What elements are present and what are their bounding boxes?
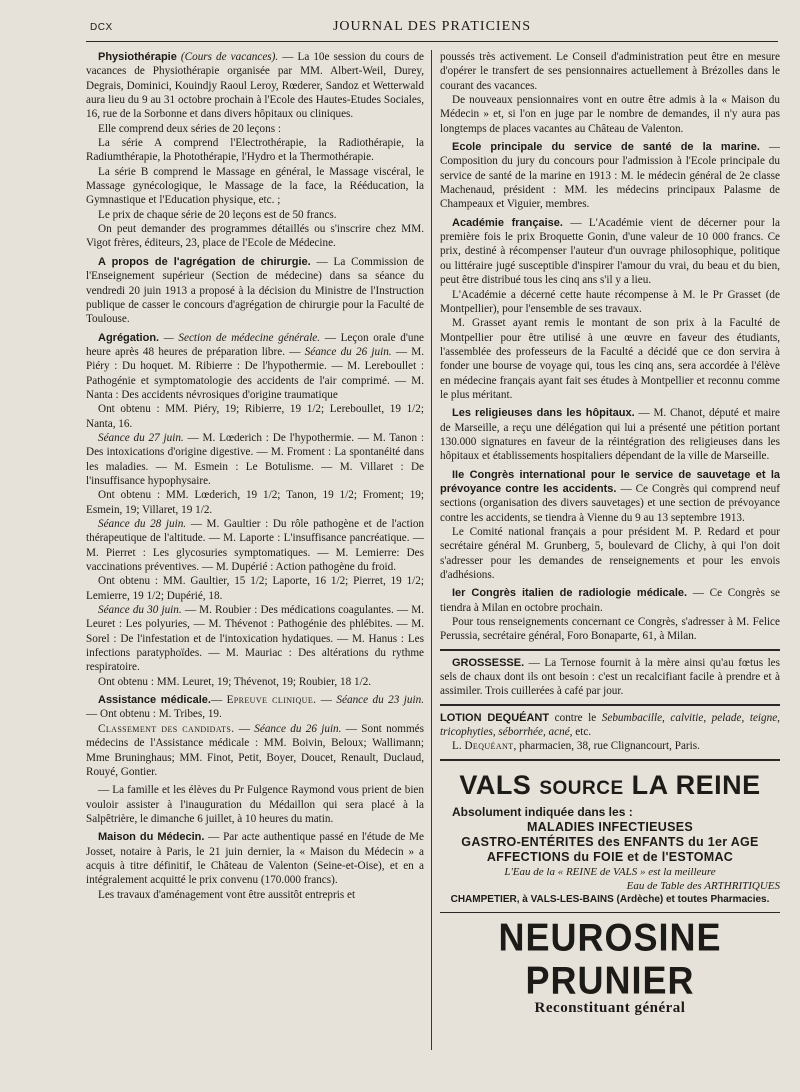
grossesse-ad: GROSSESSE. — La Ternose fournit à la mère ainsi qu'au fœtus les sels de chaux dont ils ont besoin : c'est un recalcifiant facile à prendre et à assimiler. Trois cuillerées à café par jour. [440,656,780,698]
physio-subheading: (Cours de vacances). [180,51,279,63]
results-paragraph: Ont obtenu : MM. Gaultier, 15 1/2; Laporte, 16 1/2; Pierret, 19 1/2; Lemierre, 19 1/2; Dupérié, 18. [86,575,424,602]
results-paragraph: Ont obtenu : MM. Leuret, 19; Thévenot, 19; Roubier, 18 1/2. [98,675,372,688]
results-paragraph: Ont obtenu : MM. Lœderich, 19 1/2; Tanon, 19 1/2; Froment; 19; Esmein, 19; Villaret, 19 1/2. [86,489,424,516]
maison-continuation: poussés très activement. Le Conseil d'administration peut être en mesure d'opérer le transfert de ses pensionnaires actuellement à Brézolles dans le courant des vacances. [440,51,780,92]
results-paragraph: Ont obtenu : MM. Piéry, 19; Ribierre, 19 1/2; Lereboullet, 19 1/2; Nanta, 16. [86,403,424,430]
left-column [86,50,424,1086]
maison-paragraph: De nouveaux pensionnaires vont en outre être admis à la « Maison du Médecin » et, si l'on en juge par le nombre de demandes, il n'y aura pas longtemps de places vacantes au Château de Valenton. [440,94,780,135]
session-paragraph: Séance du 30 juin. — M. Roubier : Des médications coagulantes. — M. Leuret : Les polyuries, — M. Thévenot : Pathogénie des phlébites. — M. Sorel : De l'infestation et de l'intoxication hydatiques. — M. Hanus : Les infections paratyphoïdes. — M. Mauriac : Des altérations du rythme respiratoire. [86,604,424,674]
academie-paragraph: M. Grasset ayant remis le montant de son prix à la Faculté de Montpellier pour être utilisé à une œuvre en faveur des étudiants, l'assemblée des professeurs de la Faculté a décidé que ce don servira à fonder une bourse de voyage qui, tous les cinq ans, sera accordée à l'élève en médecine français ayant fait ses études à Montpellier et reconnu comme le plus méritant. [440,317,780,401]
grossesse-heading: GROSSESSE. [452,656,525,669]
vals-subtitle: Absolument indiquée dans les : [452,804,633,819]
page-header [86,16,778,42]
agregation-heading: Agrégation. [98,331,160,344]
congres-paragraph: Le Comité national français a pour président M. P. Redard et pour secrétaire général M. Grunberg, 5, boulevard de Clichy, à qui l'on doit s'adresser pour les demandes de renseignements et pour les envois d'adhésions. [440,526,780,582]
raymond-notice: — La famille et les élèves du Pr Fulgence Raymond vous prient de bien vouloir assister à l'inauguration du Médaillon qui sera placé à la Salpêtrière, le dimanche 6 juillet, à 10 heures du matin. [86,784,424,825]
ad-separator [440,759,780,761]
congres-radiologie-article: Ier Congrès italien de radiologie médicale. — Ce Congrès se tiendra à Milan en octobre prochain. [440,587,780,614]
vals-line: L'Eau de la « REINE de VALS » est la meilleure [504,865,716,878]
physio-paragraph: La série A comprend l'Electrothérapie, la Radiothérapie, la Radiumthérapie, la Photothérapie, l'Hydro et la Thermothérapie. [86,137,424,164]
agregation-article: Agrégation. — Section de médecine générale. — Leçon orale d'une heure après 48 heures de préparation libre. — Séance du 26 juin. — M. Piéry : Du hoquet. M. Ribierre : De l'hypothermie. — M. Lereboullet : Pathogénie et symptomatologie des accidents de l'air comprimé. — M. Nanta : Des accidents névrosiques d'origine traumatique [86,331,424,401]
ecole-heading: Ecole principale du service de santé de la marine. [452,141,760,154]
religieuses-heading: Les religieuses dans les hôpitaux. [452,407,635,420]
congres-radiologie-heading: Ier Congrès italien de radiologie médicale. [452,587,688,600]
physio-article: Physiothérapie (Cours de vacances). — La 10e session du cours de vacances de Physiothérapie organisée par MM. Albert-Weil, Durey, Degrais, Dominici, Kouindjy Raoul Leroy, Rœderer, Sandoz et Wetterwald aura lieu du 9 au 31 octobre prochain à l'Ecole des Hautes-Etudes Sociales, 16, rue de la Sorbonne et dans divers hôpitaux ou cliniques. [86,51,424,121]
academie-paragraph: L'Académie a décerné cette haute récompense à M. le Pr Grasset (de Montpellier), pour l'ensemble de ses travaux. [440,288,780,315]
journal-title: JOURNAL DES PRATICIENS [332,19,532,34]
vals-footer: CHAMPETIER, à VALS-LES-BAINS (Ardèche) et toutes Pharmacies. [450,893,770,905]
ad-separator [440,704,780,706]
neurosine-subtitle: Reconstituant général [534,999,686,1016]
lotion-ad: LOTION DEQUÉANT contre le Sebumbacille, calvitie, pelade, teigne, tricophyties, séborrhée, acné, etc. L. Dequéant, pharmacien, 38, rue Clignancourt, Paris. [440,711,780,753]
assistance-article: Assistance médicale.— Epreuve clinique. — Séance du 23 juin. — Ont obtenu : M. Tribes, 19. [86,694,424,721]
right-column [440,50,780,1086]
ad-separator [440,912,780,913]
maison-heading: Maison du Médecin. [98,831,205,844]
congres-sauvetage-article: IIe Congrès international pour le service de sauvetage et la prévoyance contre les accidents. — Ce Congrès qui comprend neuf sections (organisation des divers sauvetages) et une section de prévoyance contre les accidents, se tiendra à Vienne du 9 au 13 septembre 1913. [440,468,780,524]
page-folio: DCX [90,22,113,33]
vals-line: AFFECTIONS du FOIE et de l'ESTOMAC [486,849,734,864]
vals-line: GASTRO-ENTÉRITES des ENFANTS du 1er AGE [461,834,759,849]
academie-heading: Académie française. [452,216,563,229]
physio-paragraph: Le prix de chaque série de 20 leçons est de 50 francs. [98,208,337,221]
assistance-heading: Assistance médicale. [98,694,211,707]
maison-paragraph: Les travaux d'aménagement vont être aussitôt entrepris et [98,888,356,901]
congres-sauvetage-heading: IIe Congrès international pour le service de sauvetage et la prévoyance contre les accidents. [440,468,780,495]
lotion-heading: LOTION DEQUÉANT [440,711,550,724]
physio-heading: Physiothérapie [98,51,177,63]
ad-separator [440,649,780,651]
session-paragraph: Séance du 27 juin. — M. Lœderich : De l'hypothermie. — M. Tanon : Des intoxications d'origine digestive. — M. Froment : La spontanéité dans les maladies. — M. Esmein : Le Botulisme. — M. Villaret : De l'insuffisance hypophysaire. [86,431,424,487]
vals-title: VALS SOURCE LA REINE [459,769,761,800]
ecole-article: Ecole principale du service de santé de la marine. — Composition du jury du concours pour l'admission à l'Ecole principale du service de santé de la marine en 1913 : M. le médecin général de 2e classe Machenaud, président : MM. les médecins principaux Palasme de Champeaux et Viguier, membres. [440,141,780,211]
physio-paragraph: Elle comprend deux séries de 20 leçons : [98,122,281,135]
academie-article: Académie française. — L'Académie vient de décerner pour la première fois le prix Broquette Gonin, d'une valeur de 10 000 francs. Ce prix, destiné à récompenser l'auteur d'un ouvrage philosophique, politique ou littéraire jugé susceptible d'inspirer l'amour du vrai, du beau et du bien, peut être distribué tous les cinq ans s'il y a lieu. [440,216,780,287]
physio-paragraph: La série B comprend le Massage en général, le Massage viscéral, le Massage gynécologique, le Massage de la face, la Rééducation, la Gymnastique et l'Education physique, etc. ; [86,165,424,207]
agreg-chir-heading: A propos de l'agrégation de chirurgie. [98,255,311,268]
vals-line: Eau de Table des ARTHRITIQUES [626,879,780,892]
physio-paragraph: On peut demander des programmes détaillés ou s'inscrire chez MM. Vigot frères, éditeurs, 23, place de l'Ecole de Médecine. [86,223,424,250]
maison-article: Maison du Médecin. — Par acte authentique passé en l'étude de Me Josset, notaire à Paris, le 21 juin dernier, la « Maison du Médecin » a acquis à titre définitif, le Château de Valenton (Seine-et-Oise), et en a intégralement acquitté le prix convenu (170.000 francs). [86,831,424,887]
neurosine-title: NEUROSINE PRUNIER [498,914,722,1003]
column-divider [431,50,432,1050]
agreg-chir-article: A propos de l'agrégation de chirurgie. — La Commission de l'Enseignement supérieur (Section de médecine) dans sa séance du vendredi 20 juin 1913 a proposé à la décision du Ministre de l'Instruction publique de casser le concours d'agrégation de chirurgie pour la Faculté de Toulouse. [86,255,424,326]
religieuses-article: Les religieuses dans les hôpitaux. — M. Chanot, député et maire de Marseille, a reçu une délégation qui lui a présenté une pétition portant 130.000 signatures en faveur de la réintégration des religieuses dans les hôpitaux et établissements hospitaliers dépendant de la ville de Marseille. [440,407,780,463]
vals-line: MALADIES INFECTIEUSES [526,819,694,834]
congres-paragraph: Pour tous renseignements concernant ce Congrès, s'adresser à M. Felice Perussia, secrétaire général, Foro Bonaparte, 61, à Milan. [440,616,780,643]
assistance-classement: Classement des candidats. — Séance du 26 juin. — Sont nommés médecins de l'Assistance médicale : MM. Boivin, Beloux; Wallimann; Mme Bruninghaus; MM. Finot, Petit, Boyer, Doucet, Renault, Duclaud, Rouyé, Gontier. [86,722,424,778]
session-paragraph: Séance du 28 juin. — M. Gaultier : Du rôle pathogène et de l'action thérapeutique de l'altitude. — M. Laporte : L'insuffisance pancréatique. — M. Pierret : Les glycosuries symptomatiques. — M. Lemierre: Des vaccinations préventives. — M. Dupérié : Action pathogène du froid. [86,518,424,574]
vals-ad [440,769,780,907]
